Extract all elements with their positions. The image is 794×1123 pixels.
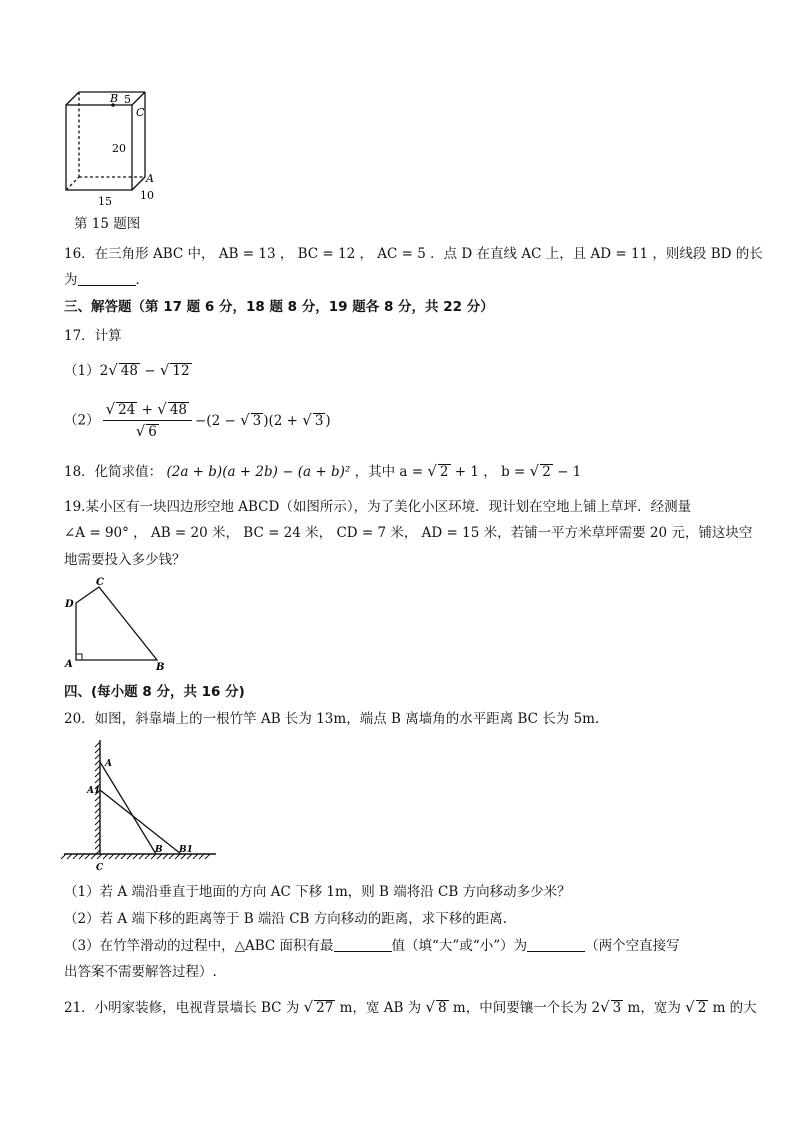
- q17-p2-rest-radicand-2: 3: [314, 413, 324, 429]
- wall-hatch-mark: [95, 832, 100, 837]
- ground-hatch-mark: [199, 854, 204, 859]
- q16-prefix: 为: [64, 272, 78, 288]
- label-b: B: [110, 92, 119, 105]
- wall-hatch-mark: [95, 778, 100, 783]
- wall-hatch-mark: [95, 838, 100, 843]
- ground-hatch-mark: [133, 854, 138, 859]
- ground-hatch-mark: [169, 854, 174, 859]
- q17-p1-label: （1）: [64, 363, 100, 379]
- wall-hatch-mark: [95, 760, 100, 765]
- label-10: 10: [140, 189, 154, 202]
- q17-part1: （1）2√ 48 − √ 12: [64, 361, 190, 379]
- q20-part3-line2: 出答案不需要解答过程）.: [64, 964, 217, 980]
- ground-hatch-mark: [127, 854, 132, 859]
- ground-hatch-mark: [91, 854, 96, 859]
- q17-p2-num-radicand-2: 48: [169, 402, 187, 418]
- q20-line1: 20．如图，斜靠墙上的一根竹竿 AB 长为 13m，端点 B 离墙角的水平距离 BC 长为 5m.: [64, 711, 600, 727]
- q20-p3-a: （3）在竹竿滑动的过程中，△ABC 面积有最: [64, 938, 334, 954]
- q17-p2-rest-a: −(2 −: [195, 413, 241, 429]
- label-20: 20: [112, 142, 126, 155]
- q18-mid: ，其中 a =: [350, 464, 428, 480]
- q16-line2: [64, 271, 149, 289]
- q17-p1-radicand-1: 48: [120, 363, 138, 379]
- ground-hatch-mark: [121, 854, 126, 859]
- ground-hatch-mark: [97, 854, 102, 859]
- wall-hatch-mark: [95, 814, 100, 819]
- figure-19-quadrilateral: [60, 574, 170, 674]
- q19-line3: 地需要投入多少钱？: [64, 552, 186, 568]
- q21-radicand-1: 27: [316, 1000, 334, 1016]
- q18-radicand-2: 2: [542, 464, 551, 480]
- figure-15-caption: 第 15 题图: [74, 216, 141, 232]
- ground-hatch-mark: [67, 854, 72, 859]
- wall-hatch-mark: [95, 742, 100, 747]
- wall-hatch-mark: [95, 826, 100, 831]
- q17-p2-rest-c: ): [325, 413, 331, 429]
- q20-p3-b: 值（填“大”或“小”）为: [391, 938, 528, 954]
- q18-mid2: + 1 ， b =: [450, 464, 530, 480]
- fig20-label-a: A: [105, 759, 112, 769]
- ground-hatch-mark: [145, 854, 150, 859]
- q17-p1-radicand-2: 12: [172, 363, 190, 379]
- q18-end: − 1: [552, 464, 582, 480]
- section-3-title: 三、解答题（第 17 题 6 分，18 题 8 分，19 题各 8 分，共 22 分）: [64, 299, 494, 315]
- q18-expression: (2a + b)(a + 2b) − (a + b)²: [166, 464, 351, 480]
- q20-part1: （1）若 A 端沿垂直于地面的方向 AC 下移 1m，则 B 端将沿 CB 方向移动多少米？: [64, 884, 571, 900]
- q17-p2-rest-b: )(2 +: [263, 413, 303, 429]
- wall-hatch-mark: [95, 844, 100, 849]
- q20-p3-c: （两个空直接写: [585, 938, 680, 954]
- wall-hatch-mark: [95, 748, 100, 753]
- q18-radicand-1: 2: [439, 464, 449, 480]
- fig19-label-a: A: [65, 659, 73, 670]
- ground-hatch-mark: [61, 854, 66, 859]
- label-c: C: [136, 106, 145, 119]
- q17-p2-rest-radicand-1: 3: [252, 413, 262, 429]
- q19-line1: 19.某小区有一块四边形空地 ABCD（如图所示），为了美化小区环境．现计划在空地上铺上草坪．经测量: [64, 499, 692, 515]
- ground-hatch-mark: [109, 854, 114, 859]
- q21-radicand-4: 2: [697, 1000, 707, 1016]
- ground-hatch-mark: [115, 854, 120, 859]
- ground-hatch-mark: [73, 854, 78, 859]
- q20-part2: （2）若 A 端下移的距离等于 B 端沿 CB 方向移动的距离，求下移的距离.: [64, 911, 508, 927]
- figure-15-cuboid: [60, 86, 170, 206]
- q20-p3-blank-1[interactable]: [334, 937, 392, 952]
- wall-hatch-mark: [95, 802, 100, 807]
- label-a: A: [146, 172, 154, 185]
- section-4-title: 四、(每小题 8 分，共 16 分): [64, 684, 245, 700]
- ground-hatch-mark: [193, 854, 198, 859]
- q21-c: m，中间要镶一个长为 2: [448, 1000, 601, 1016]
- q17-p2-label: （2）: [64, 412, 100, 429]
- figure-20-ladder: [60, 736, 220, 874]
- q17-p2-plus: +: [137, 402, 158, 418]
- wall-hatch-mark: [95, 808, 100, 813]
- wall-hatch-mark: [95, 772, 100, 777]
- q21-line1: 21．小明家装修，电视背景墙长 BC 为 √ 27 m，宽 AB 为 √ 8 m，中间要镶一个长为 2√ 3 m，宽为 √ 2 m 的大: [64, 998, 757, 1016]
- q16-answer-blank[interactable]: [78, 271, 136, 286]
- fig20-label-b: B: [155, 845, 163, 855]
- q21-radicand-3: 3: [612, 1000, 622, 1016]
- ground-hatch-mark: [103, 854, 108, 859]
- q17-p1-minus: −: [139, 363, 160, 379]
- ground-hatch-mark: [205, 854, 210, 859]
- q18-line: 18．化简求值： (2a + b)(a + 2b) − (a + b)² ，其中 a = √ 2 + 1 ， b = √ 2 − 1: [64, 462, 582, 480]
- wall-hatch-mark: [95, 766, 100, 771]
- fig20-label-a1: A1: [87, 786, 101, 796]
- ground-hatch-mark: [85, 854, 90, 859]
- q17-p2-fraction: $\frac{√ 24 + √ 48}{√ 6}$: [103, 400, 192, 441]
- q21-d: m，宽为: [623, 1000, 686, 1016]
- q17-p1-coef: 2: [99, 363, 109, 379]
- q21-b: m，宽 AB 为: [335, 1000, 426, 1016]
- q21-e: m 的大: [708, 1000, 757, 1016]
- q21-radicand-2: 8: [438, 1000, 447, 1016]
- q20-part3-line1: [64, 937, 680, 955]
- q18-prefix: 18．化简求值：: [64, 464, 167, 480]
- q17-p2-den-radicand: 6: [148, 424, 157, 440]
- ground-hatch-mark: [139, 854, 144, 859]
- ground-hatch-mark: [163, 854, 168, 859]
- wall-hatch-mark: [95, 796, 100, 801]
- q16-line1: 16．在三角形 ABC 中， AB = 13 ， BC = 12 ， AC = 5 ．点 D 在直线 AC 上，且 AD = 11 ，则线段 BD 的长: [64, 246, 763, 262]
- label-5: 5: [124, 93, 131, 106]
- ground-hatch-mark: [79, 854, 84, 859]
- q17-title: 17．计算: [64, 328, 122, 344]
- q17-p2-num-radicand-1: 24: [118, 402, 136, 418]
- q19-line2: ∠A = 90° ， AB = 20 米， BC = 24 米， CD = 7 米， AD = 15 米，若铺一平方米草坪需要 20 元，铺这块空: [64, 525, 753, 541]
- fig19-label-c: C: [96, 577, 104, 588]
- fig19-label-b: B: [156, 662, 165, 673]
- fig19-label-d: D: [65, 599, 74, 610]
- q20-p3-blank-2[interactable]: [527, 937, 585, 952]
- q21-a: 21．小明家装修，电视背景墙长 BC 为: [64, 1000, 304, 1016]
- label-15: 15: [98, 195, 112, 206]
- fig20-label-c: C: [96, 863, 104, 873]
- q16-suffix: ．: [135, 272, 149, 288]
- q17-part2: （2） $\frac{√ 24 + √ 48}{√ 6}$ −(2 − √ 3 )(2 + √ 3 ): [64, 400, 331, 440]
- wall-hatch-mark: [95, 820, 100, 825]
- wall-hatch-mark: [95, 754, 100, 759]
- fig20-label-b1: B1: [179, 845, 193, 855]
